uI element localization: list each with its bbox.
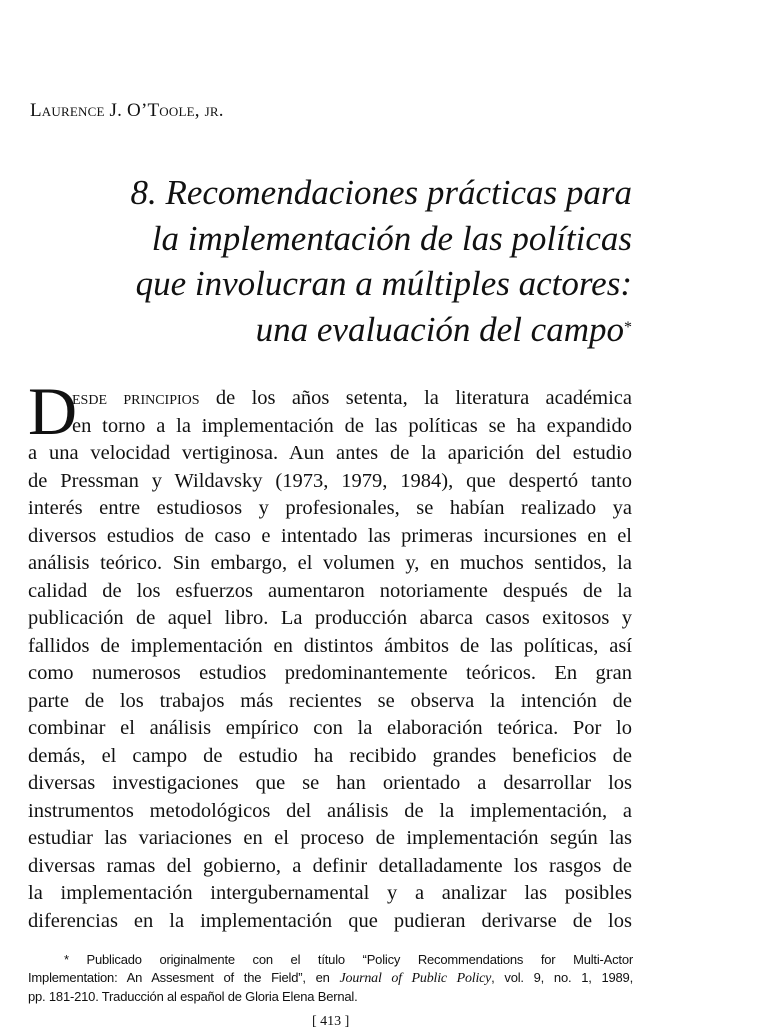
- body-paragraph: [28, 373, 633, 935]
- title-line-4: [12, 307, 632, 353]
- body-line: diversas ramas del gobierno, a definir detalladamente los rasgos de: [28, 854, 632, 877]
- lead-in-text: esde principios: [72, 387, 200, 409]
- body-line: análisis teórico. Sin embargo, el volumen y, en muchos sentidos, la: [28, 552, 632, 574]
- body-line: fallidos de implementación en distintos ámbitos de las políticas, así: [28, 634, 632, 657]
- body-line: diferencias en la implementación que pudieran derivarse de los: [28, 909, 632, 932]
- body-line: demás, el campo de estudio ha recibido grandes beneficios de: [28, 744, 632, 767]
- chapter-title: [12, 170, 632, 352]
- body-line: interés entre estudiosos y profesionales, se habían realizado ya: [28, 497, 632, 519]
- body-line: combinar el análisis empírico con la elaboración teórica. Por lo: [28, 717, 632, 739]
- page-number: [ 413 ]: [312, 1014, 350, 1029]
- body-line: diversos estudios de caso e intentado las primeras incursiones en el: [28, 524, 632, 547]
- body-line: parte de los trabajos más recientes se observa la intención de: [28, 689, 632, 712]
- footnote-line-2: [28, 969, 633, 988]
- footnote: [28, 951, 633, 1006]
- author-name-text: Laurence J. O’Toole, jr.: [30, 100, 224, 121]
- footnote-journal-title: Journal of Public Policy: [339, 971, 492, 986]
- body-line: a una velocidad vertiginosa. Aun antes de la aparición del estudio: [28, 442, 632, 464]
- footnote-line-2a: Implementation: An Assesment of the Field”, en: [28, 970, 340, 985]
- body-line: de Pressman y Wildavsky (1973, 1979, 1984), que despertó tanto: [28, 469, 632, 492]
- drop-cap: D: [28, 373, 78, 449]
- body-line: [28, 385, 632, 413]
- body-line: publicación de aquel libro. La producción abarca casos exitosos y: [28, 607, 632, 629]
- footnote-line-1: * Publicado originalmente con el título “Policy Recommendations for Multi-Actor: [64, 952, 633, 967]
- body-line: calidad de los esfuerzos aumentaron notoriamente después de la: [28, 579, 632, 602]
- body-line: estudiar las variaciones en el proceso de implementación según las: [28, 827, 632, 849]
- footnote-line-2b: , vol. 9, no. 1, 1989,: [491, 970, 633, 985]
- title-footnote-mark: *: [624, 318, 632, 336]
- author-name: [30, 100, 224, 122]
- title-line-1: 8. Recomendaciones prácticas para: [130, 173, 632, 212]
- footnote-line-3: pp. 181-210. Traducción al español de Gloria Elena Bernal.: [28, 989, 358, 1004]
- body-line: en torno a la implementación de las políticas se ha expandido: [72, 414, 632, 437]
- title-line-2: la implementación de las políticas: [151, 218, 632, 258]
- title-line-3: que involucran a múltiples actores:: [135, 264, 632, 303]
- title-line-4-text: una evaluación del campo: [255, 309, 624, 349]
- body-line: diversas investigaciones que se han orientado a desarrollar los: [28, 772, 632, 794]
- body-line: instrumentos metodológicos del análisis de la implementación, a: [28, 799, 632, 822]
- body-line-text: de los años setenta, la literatura académica: [215, 387, 633, 409]
- body-line: la implementación intergubernamental y a analizar las posibles: [28, 882, 632, 904]
- body-line: como numerosos estudios predominantemente teóricos. En gran: [28, 662, 632, 684]
